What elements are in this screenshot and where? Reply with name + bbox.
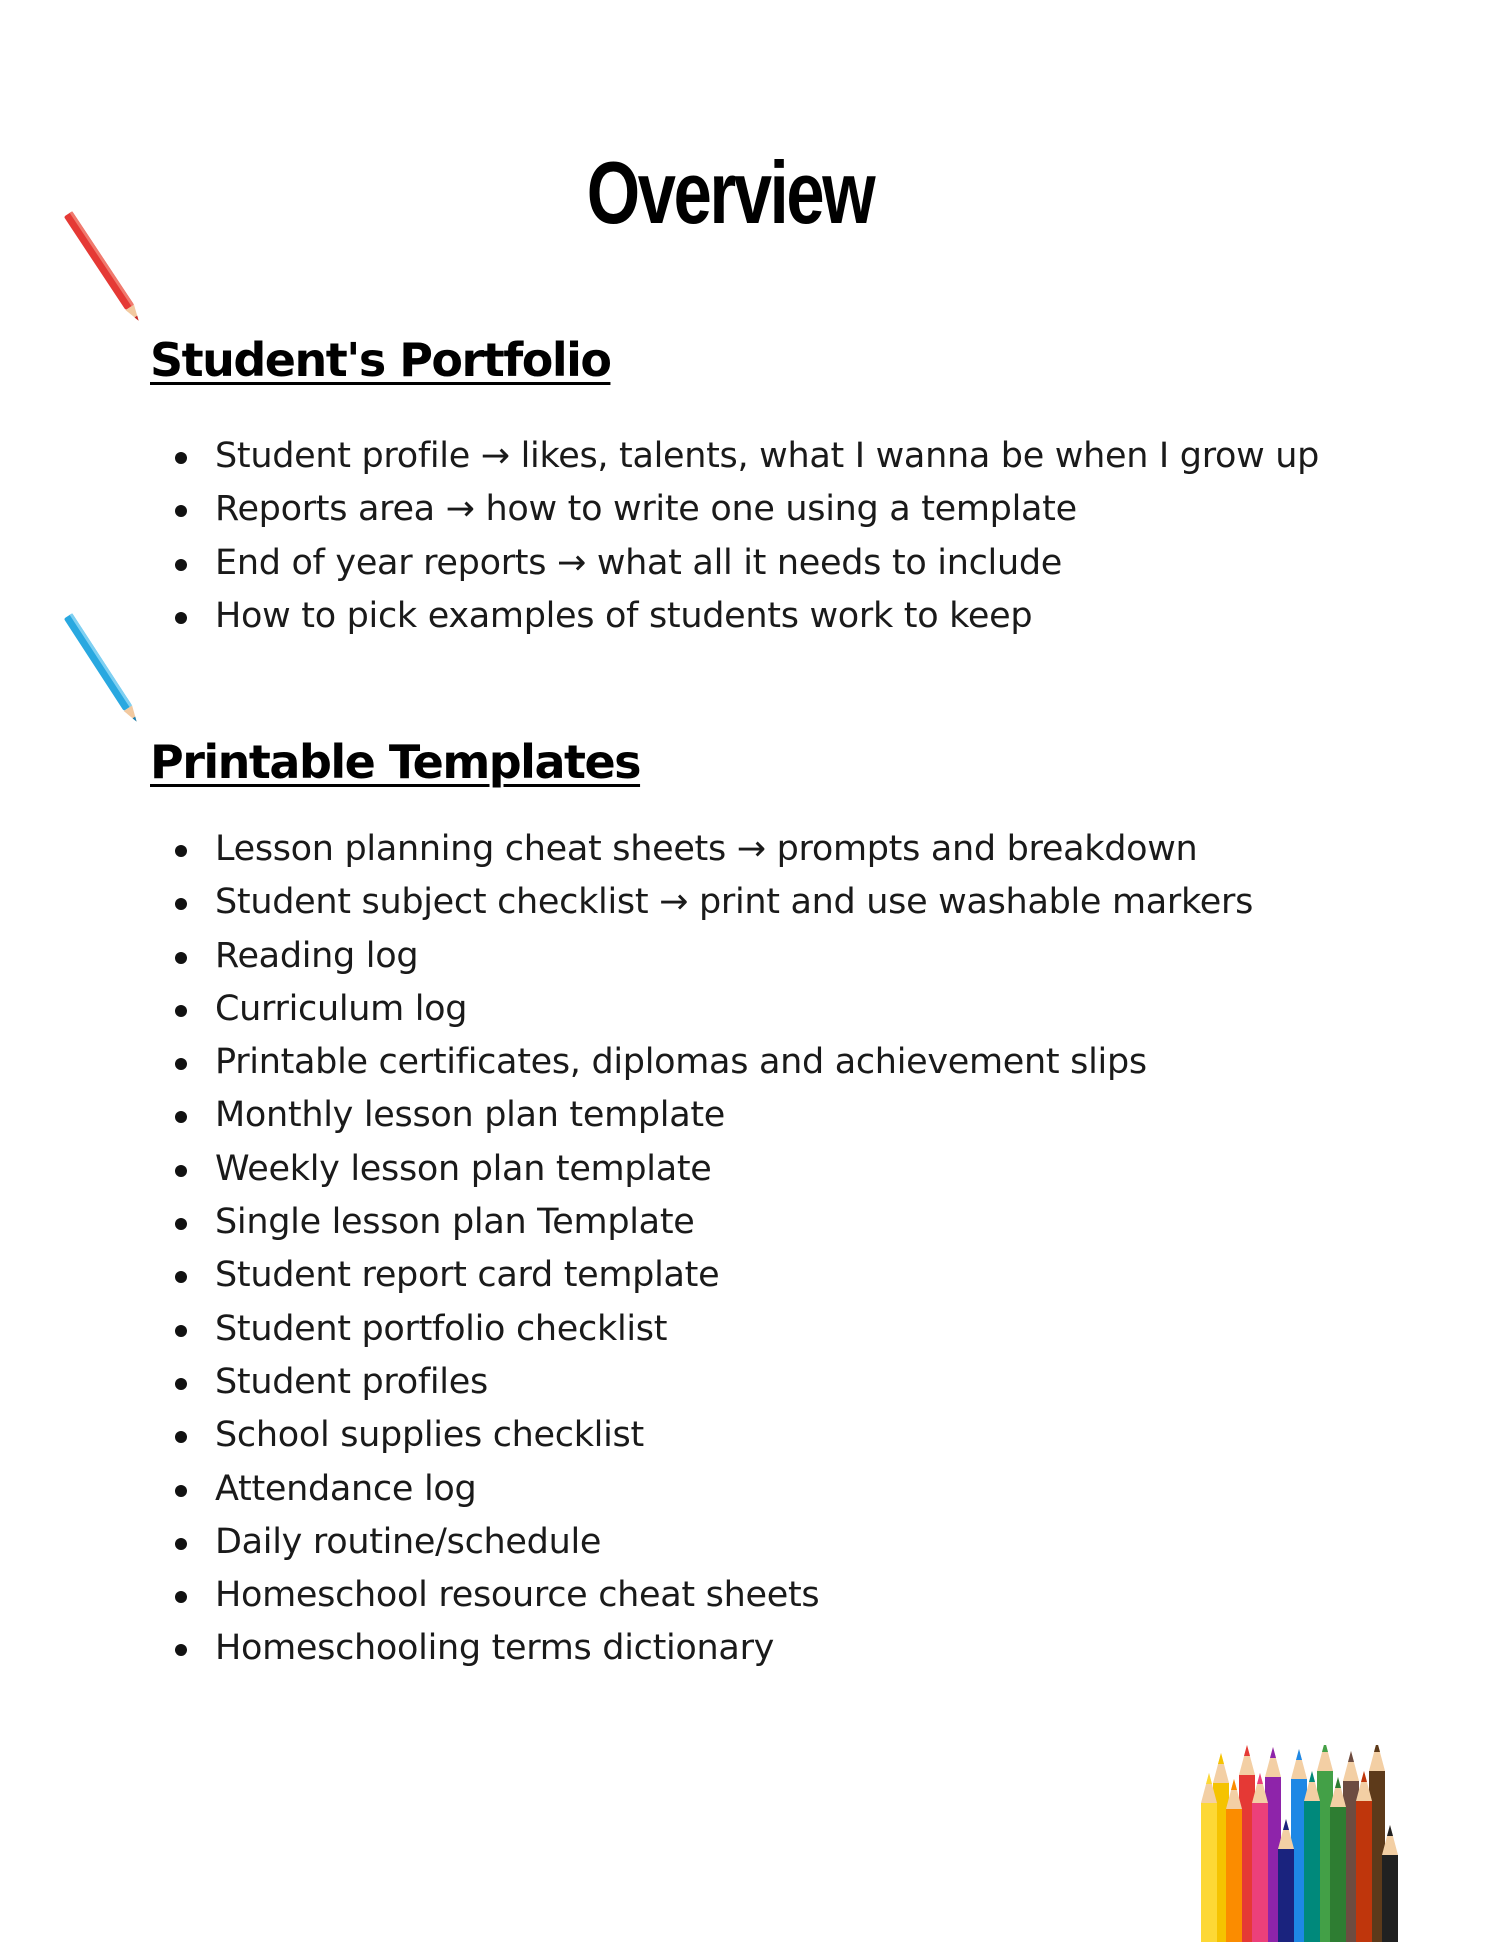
- bullet-icon: [175, 559, 187, 571]
- templates-list: [175, 823, 1253, 1676]
- bullet-icon: [175, 1165, 187, 1177]
- list-item: Homeschooling terms dictionary: [175, 1622, 1253, 1675]
- list-item: Student portfolio checklist: [175, 1303, 1253, 1356]
- bullet-icon: [175, 1431, 187, 1443]
- bullet-icon: [175, 1005, 187, 1017]
- section-heading-portfolio: Student's Portfolio: [150, 333, 611, 387]
- list-item: Student report card template: [175, 1249, 1253, 1302]
- bullet-icon: [175, 1485, 187, 1497]
- list-item: Weekly lesson plan template: [175, 1143, 1253, 1196]
- list-item: Student subject checklist → print and use washable markers: [175, 876, 1253, 929]
- bullet-icon: [175, 1591, 187, 1603]
- list-item: Homeschool resource cheat sheets: [175, 1569, 1253, 1622]
- portfolio-list: [175, 430, 1319, 643]
- colored-pencils-icon: [1195, 1745, 1485, 1942]
- list-item: Single lesson plan Template: [175, 1196, 1253, 1249]
- page-title: Overview: [586, 143, 874, 242]
- list-item: Attendance log: [175, 1463, 1253, 1516]
- bullet-icon: [175, 1058, 187, 1070]
- bullet-icon: [175, 1111, 187, 1123]
- list-item: How to pick examples of students work to keep: [175, 590, 1319, 643]
- section-heading-templates: Printable Templates: [150, 735, 641, 789]
- list-item: Printable certificates, diplomas and achievement slips: [175, 1036, 1253, 1089]
- bullet-icon: [175, 452, 187, 464]
- bullet-icon: [175, 898, 187, 910]
- bullet-icon: [175, 505, 187, 517]
- list-item: Monthly lesson plan template: [175, 1089, 1253, 1142]
- bullet-icon: [175, 1271, 187, 1283]
- bullet-icon: [175, 612, 187, 624]
- blue-pencil-icon: [62, 610, 162, 735]
- list-item: Student profile → likes, talents, what I wanna be when I grow up: [175, 430, 1319, 483]
- bullet-icon: [175, 1325, 187, 1337]
- red-pencil-icon: [62, 208, 162, 333]
- bullet-icon: [175, 1644, 187, 1656]
- bullet-icon: [175, 1538, 187, 1550]
- bullet-icon: [175, 845, 187, 857]
- list-item: Daily routine/schedule: [175, 1516, 1253, 1569]
- list-item: School supplies checklist: [175, 1409, 1253, 1462]
- list-item: End of year reports → what all it needs to include: [175, 537, 1319, 590]
- list-item: Reports area → how to write one using a template: [175, 483, 1319, 536]
- list-item: Student profiles: [175, 1356, 1253, 1409]
- bullet-icon: [175, 1218, 187, 1230]
- list-item: Curriculum log: [175, 983, 1253, 1036]
- list-item: Reading log: [175, 930, 1253, 983]
- list-item: Lesson planning cheat sheets → prompts and breakdown: [175, 823, 1253, 876]
- bullet-icon: [175, 1378, 187, 1390]
- bullet-icon: [175, 952, 187, 964]
